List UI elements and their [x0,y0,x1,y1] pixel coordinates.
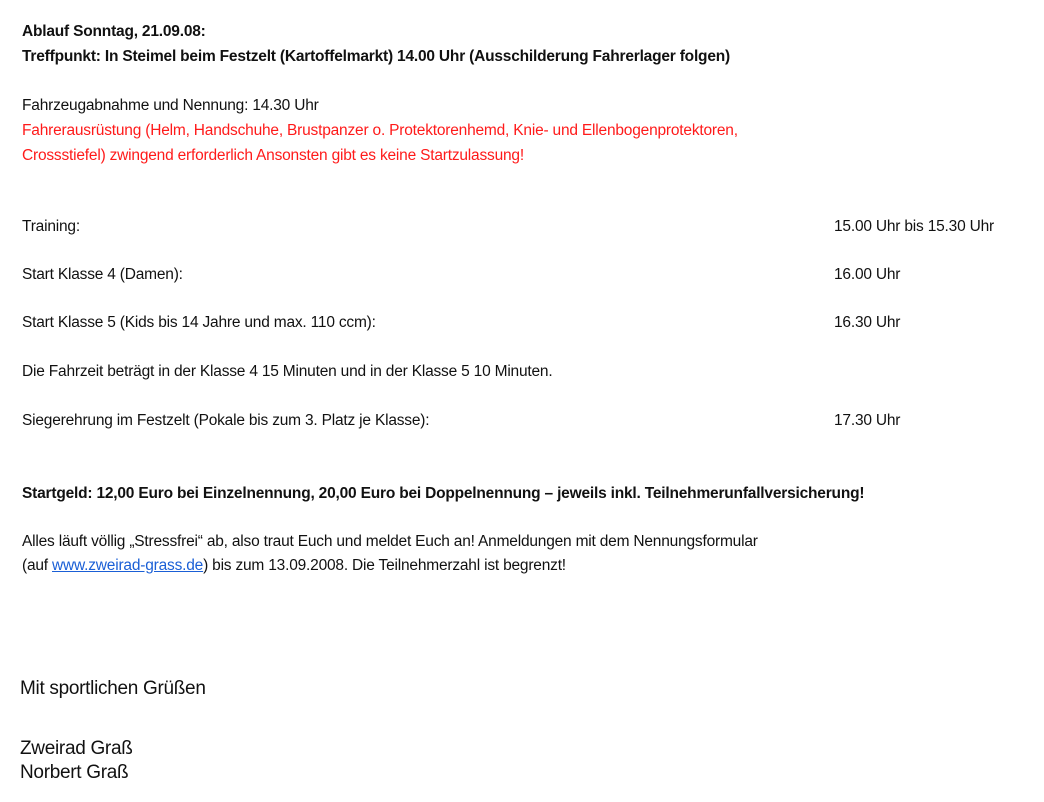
schedule-label-training: Training: [22,218,80,235]
closing-greeting: Mit sportlichen Grüßen [20,678,206,699]
inspection-time: Fahrzeugabnahme und Nennung: 14.30 Uhr [22,97,319,114]
meeting-point: Treffpunkt: In Steimel beim Festzelt (Kartoffelmarkt) 14.00 Uhr (Ausschilderung Fahrerlager folgen) [22,48,730,65]
schedule-heading: Ablauf Sonntag, 21.09.08: [22,23,206,40]
schedule-label-class4: Start Klasse 4 (Damen): [22,266,183,283]
registration-suffix: ) bis zum 13.09.2008. Die Teilnehmerzahl ist begrenzt! [203,557,566,574]
race-duration-note: Die Fahrzeit beträgt in der Klasse 4 15 Minuten und in der Klasse 5 10 Minuten. [22,363,553,380]
schedule-label-awards: Siegerehrung im Festzelt (Pokale bis zum 3. Platz je Klasse): [22,412,430,429]
equipment-notice-line1: Fahrerausrüstung (Helm, Handschuhe, Brustpanzer o. Protektorenhemd, Knie- und Ellenbogenprotektoren, [22,122,738,139]
schedule-time-training: 15.00 Uhr bis 15.30 Uhr [834,218,994,235]
schedule-time-class4: 16.00 Uhr [834,266,901,283]
website-link[interactable]: www.zweirad-grass.de [52,557,204,574]
schedule-time-class5: 16.30 Uhr [834,314,901,331]
equipment-notice-line2: Crossstiefel) zwingend erforderlich Ansonsten gibt es keine Startzulassung! [22,147,524,164]
entry-fee: Startgeld: 12,00 Euro bei Einzelnennung, 20,00 Euro bei Doppelnennung – jeweils inkl. Teilnehmerunfallversicherung! [22,485,865,502]
registration-line2 [22,556,566,576]
closing-company: Zweirad Graß [20,738,133,759]
closing-name: Norbert Graß [20,762,129,783]
schedule-label-class5: Start Klasse 5 (Kids bis 14 Jahre und max. 110 ccm): [22,314,376,331]
schedule-time-awards: 17.30 Uhr [834,412,901,429]
registration-line1: Alles läuft völlig „Stressfrei“ ab, also traut Euch und meldet Euch an! Anmeldungen mit dem Nennungsformular [22,533,758,550]
registration-prefix: (auf [22,557,53,574]
